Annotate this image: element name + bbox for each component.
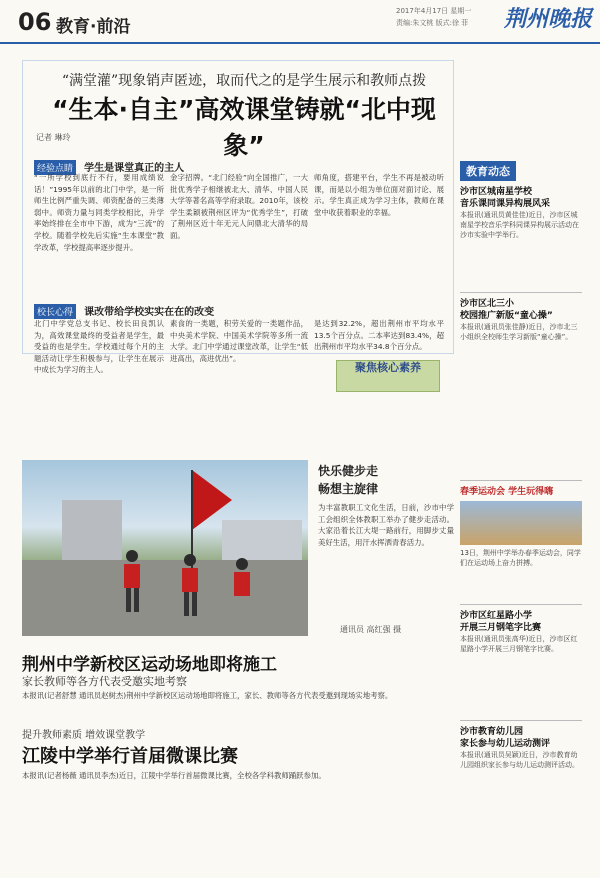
sidebar-item-title: 沙市区北三小: [460, 299, 515, 309]
sidebar-divider: [460, 480, 582, 481]
lead-col-2: 金字招牌。“北门经验”向全国推广，一大批优秀学子相继被北大、清华、中国人民大学等著名高等学府录取。2010年，该校学生柔颖被荆州区评为“优秀学生”，打破了荆州区近十年无元人问鼎北大清华的局面。: [170, 173, 308, 240]
sidebar-item-subtitle: 校园推广新版“童心操”: [460, 311, 553, 321]
sidebar-item-1: [460, 186, 582, 284]
sidebar-item-4: [460, 610, 582, 700]
walk-photo-illustration: [22, 460, 308, 636]
sidebar-divider: [460, 604, 582, 605]
walk-text: 为丰富教职工文化生活，日前，沙市中学工会组织全体教职工举办了健步走活动。大家沿着长江大堤一路前行，用脚步丈量美好生活，用汗水挥洒青春活力。: [318, 503, 454, 547]
lead-kicker: “满堂灌”现象销声匿迹，取而代之的是学生展示和教师点拨: [61, 73, 427, 89]
editor-credits: 责编:朱文桃 版式:徐 菲: [396, 19, 469, 27]
sec2-col-2: 素食的一类题，积劳关爱的一类题作品，中央美术学院、中国美术学院等多所一流大学。北门中学通过课堂改革，让学生“低进高出，高进优出”。: [170, 319, 308, 363]
sidebar-item-text: 本报讯(通讯员张高华)近日，沙市区红星路小学开展三月钢笔字比赛。: [460, 635, 578, 653]
newspaper-brand: 荆州晚报: [504, 6, 593, 32]
micro-text: 本报讯(记者杨薇 通讯员李杰)近日，江陵中学举行首届微课比赛，全校各学科教师踊跃参加。: [22, 771, 326, 780]
section1-tag: 经验点睛: [34, 160, 76, 175]
sports-meet-photo: [460, 501, 582, 545]
sidebar-item-subtitle: 音乐课同课异构展风采: [460, 199, 551, 209]
page-number: 06: [18, 8, 52, 36]
lead-byline: 记者 琳玲: [36, 133, 71, 142]
sidebar-item-text: 本报讯(通讯员张佳静)近日，沙市北三小组织全校师生学习新版“童心操”。: [460, 323, 578, 341]
sidebar-divider: [460, 292, 582, 293]
section-title: 教育·前沿: [56, 17, 131, 37]
lead-headline: “生本·自主”高效课堂铸就“北中现象”: [52, 95, 436, 160]
lead-col-3: 师角度，搭建平台，学生不再是被动听课，而是以小组为单位面对面讨论、展示。学生真正成为学习主体，教师在课堂中收获着职业的幸福。: [314, 173, 444, 217]
walk-byline: 通讯员 高红强 摄: [340, 625, 402, 634]
walk-title-1: 快乐健步走: [318, 464, 379, 478]
sidebar-item-text: 本报讯(通讯员黄佳佳)近日，沙市区城南星学校音乐学科同课异构展示活动在沙市实验中学举行。: [460, 211, 579, 239]
section1-title: 学生是课堂真正的主人: [84, 163, 185, 174]
sports-headline: 荆州中学新校区运动场地即将施工: [22, 655, 277, 675]
sidebar-item-2: [460, 298, 582, 462]
section2-tag: 校长心得: [34, 304, 76, 319]
quality-badge-label: 聚焦核心素养: [355, 361, 421, 374]
sec2-col-3: 是达到32.2%，超出荆州市平均水平13.5个百分点。二本率达到83.4%，超出荆州市平均水平34.8个百分点。: [314, 319, 444, 352]
sidebar-item-title: 沙市区城南星学校: [460, 187, 533, 197]
lead-col-1: “一所学校到底行不行，要用成绩说话！”1995年以前的北门中学，是一所师生比例严重失调、师资配备的三类薄弱中。师资力量与同类学校相比，升学率始终排在全市中下游，成为“三流”的学校。随着学校先后实施“生本课堂”教学改革，学校提高率逐步提升。: [34, 173, 164, 252]
sidebar-item-5: [460, 726, 582, 860]
sidebar-item-subtitle: 家长参与幼儿运动测评: [460, 739, 551, 749]
sidebar-tag: [460, 160, 516, 181]
sidebar-tag-label: 教育动态: [460, 161, 516, 181]
sidebar-item-title: 春季运动会 学生玩得嗨: [460, 487, 554, 497]
sidebar-item-subtitle: 开展三月钢笔字比赛: [460, 623, 542, 633]
sidebar-item-text: 13日，荆州中学举办春季运动会，同学们在运动场上奋力拼搏。: [460, 549, 581, 567]
issue-date: 2017年4月17日 星期一: [396, 7, 472, 15]
sports-text: 本报讯(记者舒慧 通讯员赵树杰)荆州中学新校区运动场地即将施工，家长、教师等各方代表受邀到现场实地考察。: [22, 691, 393, 700]
sec2-col-1: 北门中学党总支书记、校长田良凯认为，高效课堂最终的受益者是学生，最受益的也是学生。学校通过每个月的主题活动让学生积极参与，让学生在展示中成长为学习的主人。: [34, 319, 164, 375]
sidebar-item-text: 本报讯(通讯员吴颖)近日，沙市教育幼儿园组织家长参与幼儿运动测评活动。: [460, 751, 579, 769]
sidebar-item-3: [460, 486, 582, 596]
walk-photo: [22, 460, 308, 636]
sports-subhead: 家长教师等各方代表受邀实地考察: [22, 675, 187, 688]
micro-subhead: 提升教师素质 增效课堂教学: [22, 730, 146, 741]
walk-title-2: 畅想主旋律: [318, 482, 379, 496]
micro-headline: 江陵中学举行首届微课比赛: [22, 746, 238, 767]
section2-heading: [34, 300, 214, 319]
sidebar-divider: [460, 720, 582, 721]
section2-title: 课改带给学校实实在在的改变: [84, 307, 215, 318]
sidebar-item-title: 沙市教育幼儿园: [460, 727, 524, 737]
sidebar-item-title: 沙市区红星路小学: [460, 611, 533, 621]
